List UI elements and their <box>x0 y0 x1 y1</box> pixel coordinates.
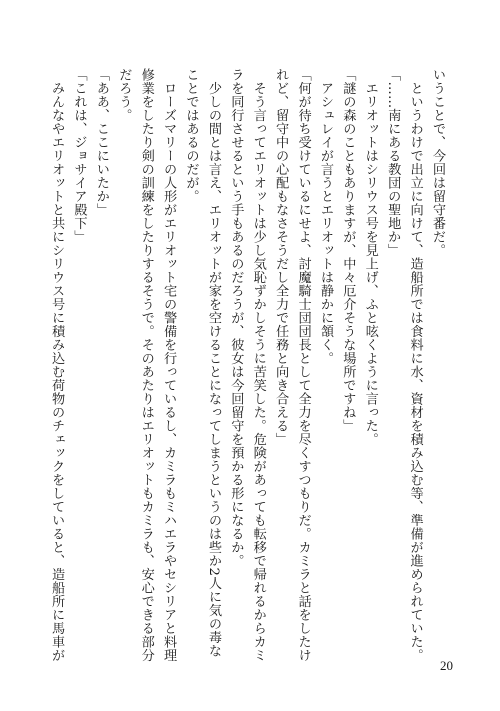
text-line: ラを同行させるという手もあるのだろうが、彼女は今回留守を預かる形になるか。 <box>228 68 244 568</box>
text-line: 「……南にある教団の聖地か」 <box>385 68 401 257</box>
text-line: 修業をしたり剣の訓練をしたりするそうで。そのあたりはエリオットもカミラも、安心できる部分 <box>138 68 154 662</box>
text-line: 「何が待ち受けているにせよ、討魔騎士団団長として全力を尽くすつもりだ。カミラと話をしたけ <box>295 68 311 662</box>
text-line: いうことで、今回は留守番だ。 <box>430 68 445 257</box>
text-line: 「ああ、ここにいたか」 <box>93 68 109 217</box>
text-line: アシュレイが言うとエリオットは静かに頷く。 <box>317 68 333 365</box>
text-line: れど、留守中の心配もなさそうだし全力で任務と向き合える」 <box>273 68 289 446</box>
text-line: エリオットはシリウス号を見上げ、ふと呟くように言った。 <box>362 68 378 446</box>
text-line: ことではあるのだが。 <box>183 68 199 203</box>
text-line: 「これは、ジョサイア殿下」 <box>71 68 87 244</box>
text-line: というわけで出立に向けて、造船所では食料に水、資材を積み込む等、準備が進められていた。 <box>407 68 423 662</box>
body-text <box>48 68 448 662</box>
text-line: だろう。 <box>116 68 132 122</box>
text-line: ローズマリーの人形がエリオット宅の警備を行っているし、カミラもミハエラやセシリアと料理 <box>161 68 177 662</box>
text-line: 「謎の森のこともありますが、中々厄介そうな場所ですね」 <box>340 68 356 433</box>
text-line: そう言ってエリオットは少し気恥ずかしそうに苦笑した。危険があっても転移で帰れるからカミ <box>250 68 266 662</box>
text-line: 少しの間とは言え、エリオットが家を空けることになってしまうというのは些か2人に気の毒な <box>205 68 221 658</box>
text-line: みんなやエリオットと共にシリウス号に積み込む荷物のチェックをしていると、造船所に馬車が <box>49 68 65 662</box>
page-number: 20 <box>440 658 453 673</box>
